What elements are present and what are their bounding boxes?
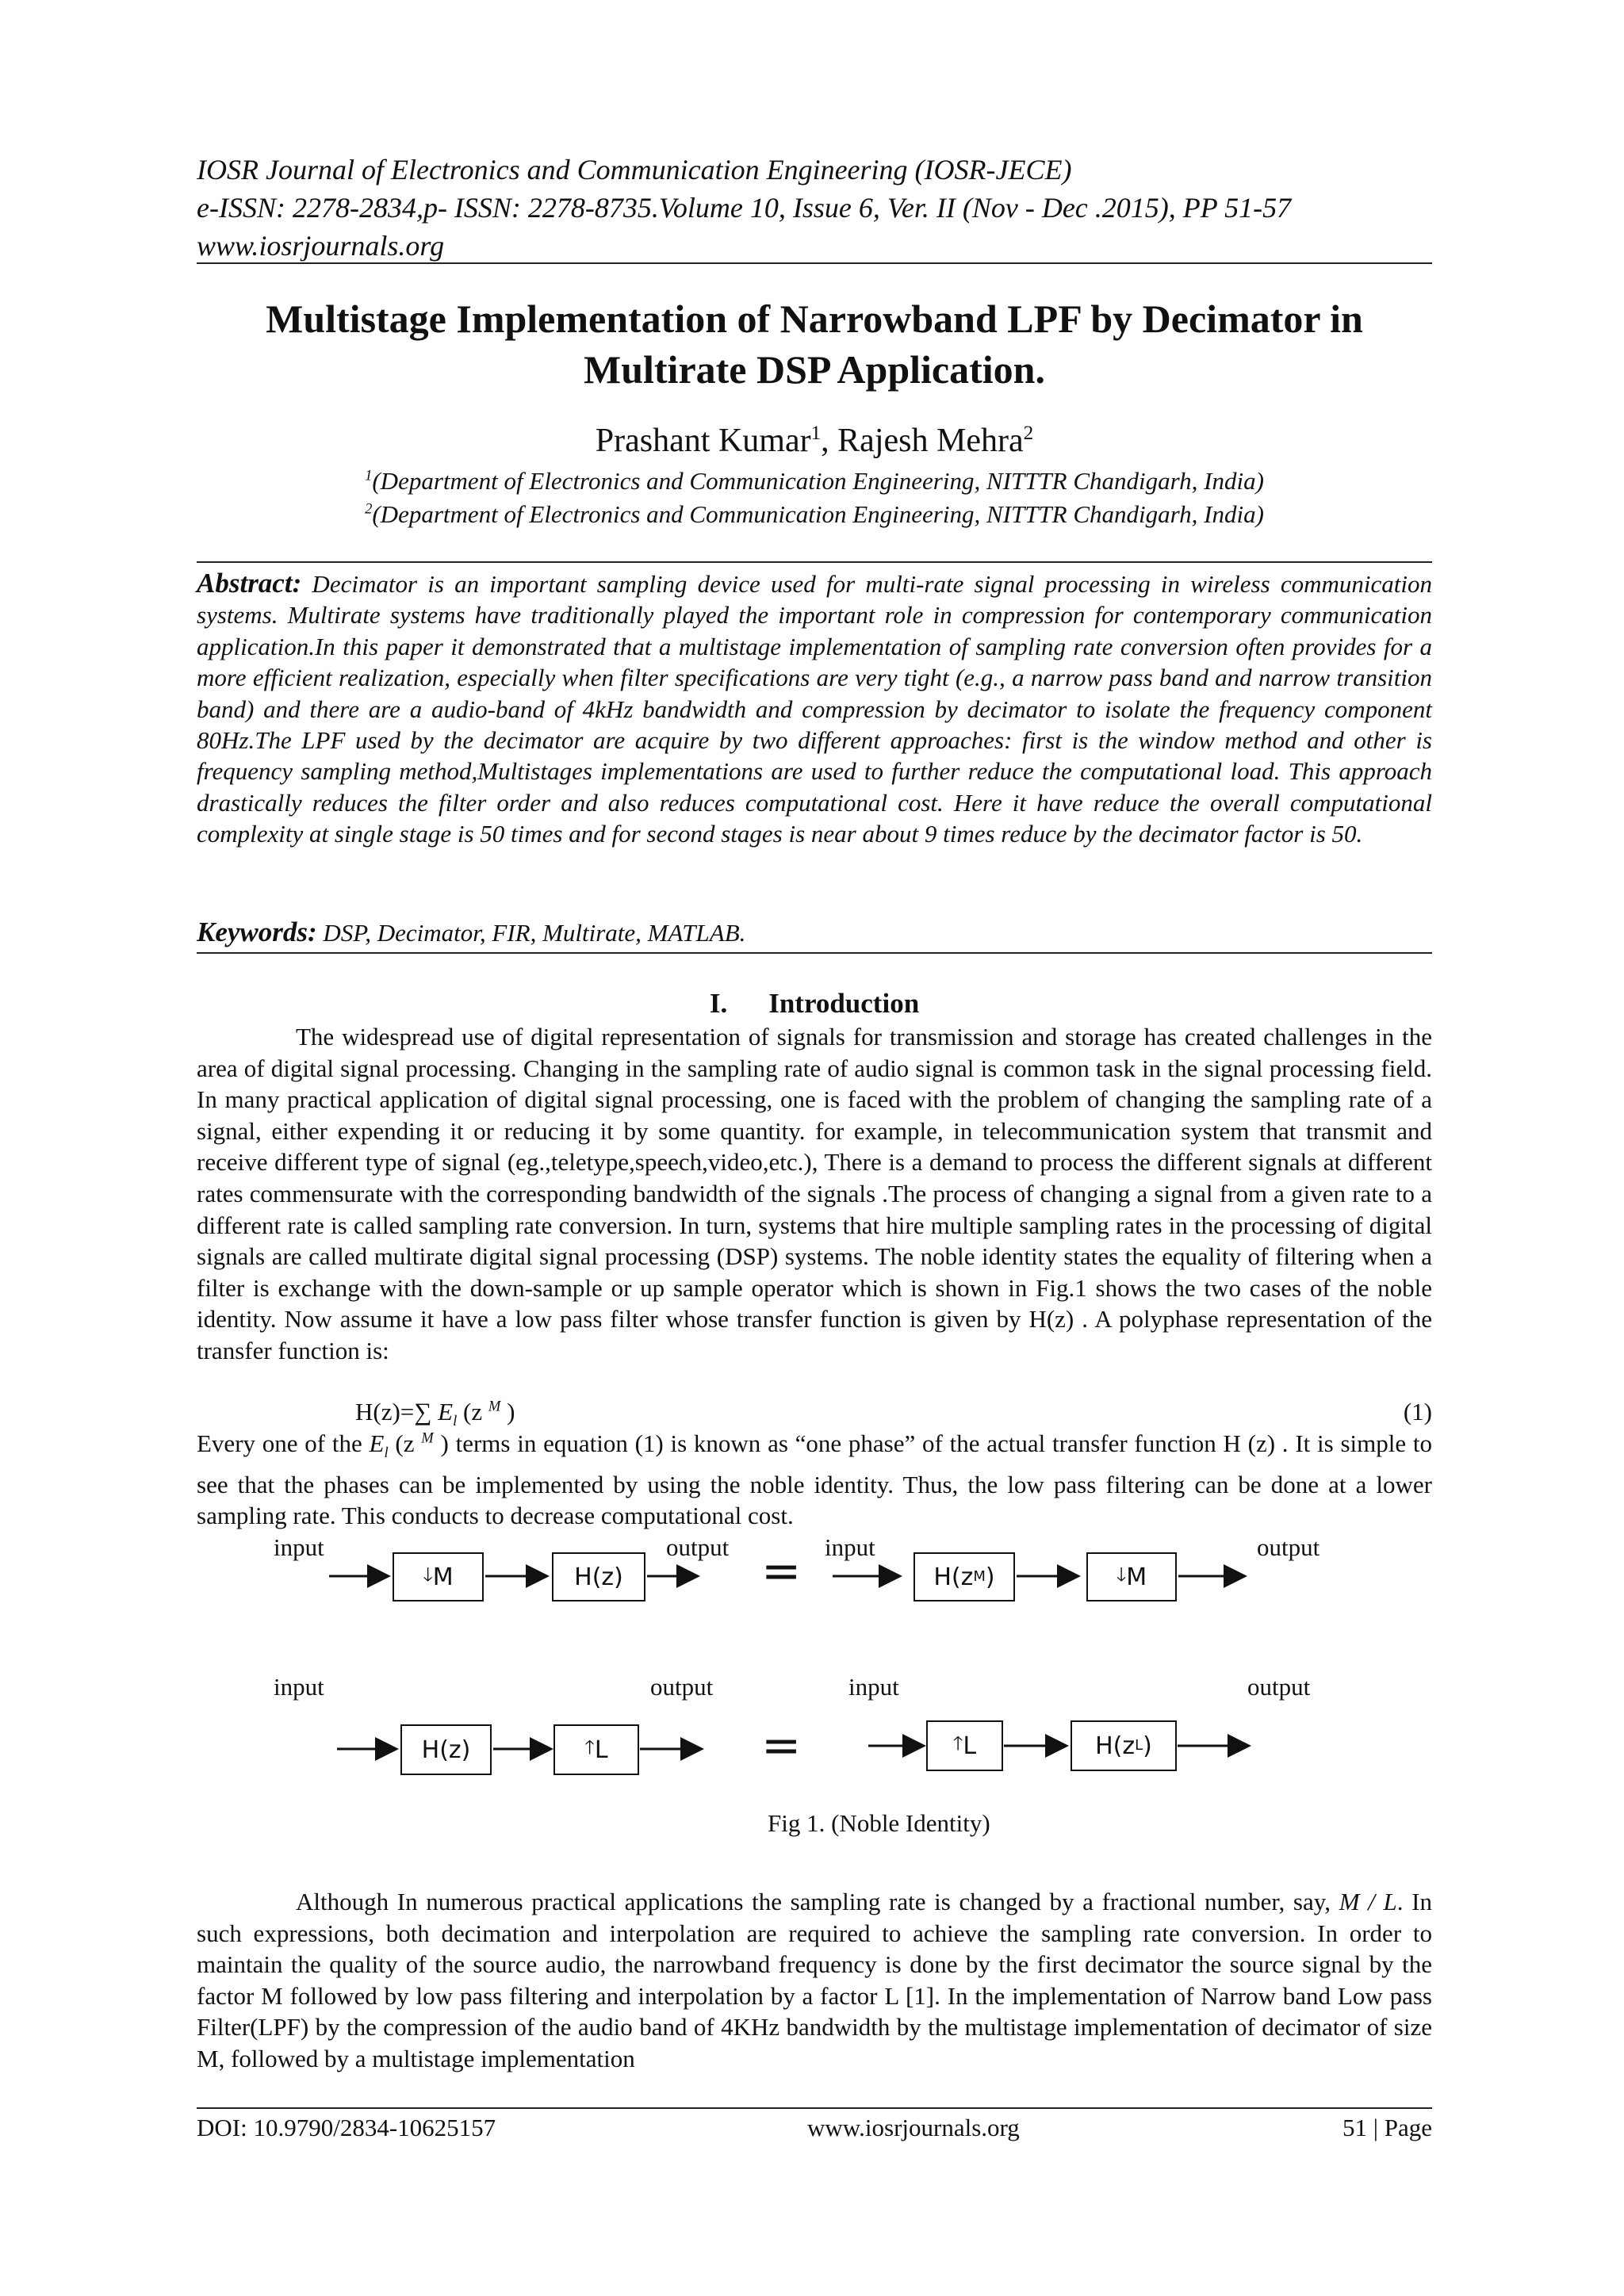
author-1: Prashant Kumar bbox=[595, 423, 811, 459]
up-arrow-icon: 🡑 bbox=[952, 1732, 963, 1755]
output-label: output bbox=[1257, 1533, 1320, 1561]
footer-rule bbox=[197, 2107, 1432, 2109]
journal-issn: e-ISSN: 2278-2834,p- ISSN: 2278-8735.Volume 10, Issue 6, Ver. II (Nov - Dec .2015), PP 51-57 bbox=[197, 192, 1292, 224]
downsample-box: 🡓 M bbox=[1086, 1552, 1177, 1601]
intro-paragraph-3: Although In numerous practical applications the sampling rate is changed by a fractional number, say, M / L. In such expressions, both decimation and interpolation are required to achieve the sampling rate conversion. In order to maintain the quality of the source audio, the narrowband frequency is done by the first decimator the source signal by the factor M followed by low pass filtering and interpolation by a factor L [1]. In the implementation of Narrow band Low pass Filter(LPF) by the compression of the audio band of 4KHz bandwidth by the multistage implementation of decimator of size M, followed by a multistage implementation bbox=[197, 1888, 1432, 2072]
upsample-box: 🡑 L bbox=[553, 1724, 639, 1775]
filter-box: H(z) bbox=[400, 1724, 492, 1775]
down-arrow-icon: 🡓 bbox=[1116, 1563, 1127, 1586]
keywords-text: DSP, Decimator, FIR, Multirate, MATLAB. bbox=[316, 919, 746, 947]
abstract bbox=[197, 568, 1432, 850]
equals-sign: = bbox=[761, 1544, 802, 1599]
upsample-box: 🡑 L bbox=[926, 1720, 1003, 1771]
keywords-label: Keywords: bbox=[197, 916, 317, 947]
intro-paragraph-1: The widespread use of digital representation of signals for transmission and storage has created challenges in the area of digital signal processing. Changing in the sampling rate of audio signal is common task in the signal processing field. In many practical application of digital signal processing, one is faced with the problem of changing the sampling rate of a signal, either expending it or reducing it by some quantity. for example, in telecommunication system that transmit and receive different type of signal (eg.,teletype,speech,video,etc.), There is a demand to process the different signals at different rates commensurate with the corresponding bandwidth of the signals .The process of changing a signal from a given rate to a different rate is called sampling rate conversion. In turn, systems that hire multiple sampling rates in the processing of digital signals are called multirate digital signal processing (DSP) systems. The noble identity states the equality of filtering when a filter is exchange with the down-sample or up sample operator which is shown in Fig.1 shows the two cases of the noble identity. Now assume it have a low pass filter whose transfer function is given by H(z) . A polyphase representation of the transfer function is: bbox=[197, 1023, 1432, 1364]
equation-body: H(z)=∑ $E_l$ (z $^M$ ) bbox=[355, 1398, 515, 1430]
title-line-2: Multirate DSP Application. bbox=[584, 347, 1045, 392]
equation-number: (1) bbox=[1403, 1398, 1432, 1425]
abstract-text: Decimator is an important sampling device used for multi-rate signal processing in wireless communication systems. Multirate systems have traditionally played the important role in compression for contemporary communication application.In this paper it demonstrated that a multistage implementation of sampling rate conversion often provides for a more efficient realization, especially when filter specifications are very tight (e.g., a narrow pass band and narrow transition band) and there are a audio-band of 4kHz bandwidth and compression by decimator to isolate the frequency component 80Hz.The LPF used by the decimator are acquire by two different approaches: first is the window method and other is frequency sampling method,Multistages implementations are used to further reduce the computational load. This approach drastically reduces the filter order and also reduces computational cost. Here it have reduce the overall computational complexity at single stage is 50 times and for second stages is near about 9 times reduce by the decimator factor is 50. bbox=[197, 570, 1432, 848]
author-sep: , bbox=[821, 423, 838, 459]
downsample-box: 🡓 M bbox=[393, 1552, 484, 1601]
output-label: output bbox=[650, 1673, 714, 1701]
footer-page-number: 51 | Page bbox=[1342, 2114, 1432, 2141]
input-label: input bbox=[848, 1673, 899, 1701]
keywords bbox=[197, 916, 1432, 949]
figure-caption: Fig 1. (Noble Identity) bbox=[768, 1809, 990, 1837]
input-label: input bbox=[274, 1673, 324, 1701]
up-arrow-icon: 🡑 bbox=[584, 1735, 595, 1758]
title-line-1: Multistage Implementation of Narrowband LPF by Decimator in bbox=[266, 297, 1363, 341]
affiliations bbox=[197, 465, 1432, 531]
section-number: I. bbox=[709, 988, 728, 1019]
section-title: Introduction bbox=[768, 988, 920, 1019]
section-heading bbox=[197, 986, 1432, 1021]
filter-box-zm: H(z M ) bbox=[914, 1552, 1015, 1601]
abstract-top-rule bbox=[197, 561, 1432, 563]
footer-site: www.iosrjournals.org bbox=[807, 2114, 1020, 2141]
affiliation-1: $^1$(Department of Electronics and Communication Engineering, NITTTR Chandigarh, India) bbox=[365, 467, 1264, 495]
author-1-sup: 1 bbox=[810, 423, 822, 444]
footer-doi: DOI: 10.9790/2834-10625157 bbox=[197, 2114, 496, 2141]
input-label: input bbox=[825, 1533, 875, 1561]
paper-title bbox=[197, 293, 1432, 395]
filter-box-zl: H(z L ) bbox=[1071, 1720, 1177, 1771]
header-rule bbox=[197, 262, 1432, 264]
figure-noble-identity bbox=[238, 1522, 1348, 1855]
output-label: output bbox=[1247, 1673, 1311, 1701]
down-arrow-icon: 🡓 bbox=[423, 1563, 433, 1586]
filter-box: H(z) bbox=[552, 1552, 645, 1601]
author-2-sup: 2 bbox=[1023, 423, 1034, 444]
input-label: input bbox=[274, 1533, 324, 1561]
intro-paragraph-2: Every one of the $E_l$ (z $^M$ ) terms in equation (1) is known as “one phase” of the actual transfer function H (z) . It is simple to see that the phases can be implemented by using the noble identity. Thus, the low pass filtering can be done at a lower sampling rate. This conducts to decrease computational cost. bbox=[197, 1429, 1432, 1530]
affiliation-2: $^2$(Department of Electronics and Communication Engineering, NITTTR Chandigarh, India) bbox=[365, 500, 1264, 528]
author-list bbox=[197, 420, 1432, 461]
abstract-bottom-rule bbox=[197, 952, 1432, 954]
author-2: Rajesh Mehra bbox=[837, 423, 1024, 459]
journal-site: www.iosrjournals.org bbox=[197, 230, 445, 262]
output-label: output bbox=[666, 1533, 730, 1561]
abstract-label: Abstract: bbox=[197, 568, 302, 599]
journal-header bbox=[197, 151, 1432, 265]
equals-sign: = bbox=[761, 1718, 802, 1774]
journal-name: IOSR Journal of Electronics and Communication Engineering (IOSR-JECE) bbox=[197, 154, 1072, 186]
